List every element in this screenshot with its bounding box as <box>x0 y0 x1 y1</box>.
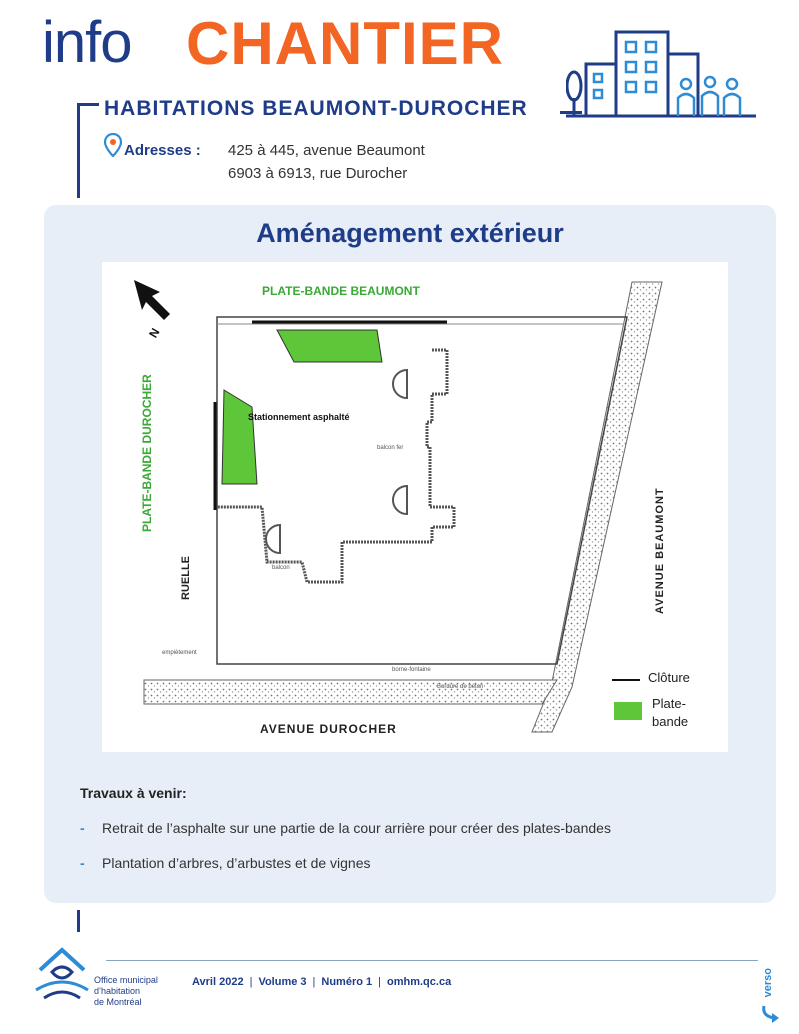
footer-vertical-rule <box>77 910 80 932</box>
org-name <box>94 975 158 1008</box>
label-plate-bande-durocher: PLATE-BANDE DUROCHER <box>140 374 154 532</box>
issue-volume: Volume 3 <box>258 976 307 988</box>
address-label: Adresses : <box>124 142 201 159</box>
logo-chantier-text: CHANTIER <box>186 10 504 77</box>
issue-meta: Avril 2022 | Volume 3 | Numéro 1 | omhm.qc.ca <box>192 976 452 988</box>
website-link[interactable]: omhm.qc.ca <box>387 976 452 988</box>
label-empietement: empiètement <box>162 650 197 656</box>
issue-date: Avril 2022 <box>192 976 244 988</box>
plate-bande-beaumont <box>277 330 382 362</box>
label-ruelle: RUELLE <box>180 556 192 600</box>
footer-divider <box>106 960 758 961</box>
label-bordure: Bordure de béton <box>437 684 484 690</box>
works-item <box>80 855 371 871</box>
legend-plate-bande-label-2: bande <box>652 714 689 729</box>
address-line-1: 425 à 445, avenue Beaumont <box>228 142 425 159</box>
org-name-line: de Montréal <box>94 997 142 1007</box>
turn-page-arrow-icon[interactable] <box>758 1004 780 1024</box>
subtitle-rule-right <box>560 111 582 114</box>
north-arrow-icon <box>134 280 170 320</box>
org-name-line: d’habitation <box>94 986 141 996</box>
label-balcon: balcon <box>272 565 290 571</box>
works-item-text: Retrait de l’asphalte sur une partie de la cour arrière pour créer des plates-bandes <box>102 820 611 836</box>
label-avenue-durocher: AVENUE DUROCHER <box>260 722 397 736</box>
bullet-dash-icon: - <box>80 820 85 836</box>
label-parking: Stationnement asphalté <box>248 412 350 422</box>
header-rule-tick <box>77 103 99 106</box>
label-avenue-beaumont: AVENUE BEAUMONT <box>654 487 666 614</box>
avenue-durocher-sidewalk <box>144 680 557 704</box>
project-subtitle: HABITATIONS BEAUMONT-DUROCHER <box>104 97 528 120</box>
lot-boundary <box>217 317 627 664</box>
works-heading: Travaux à venir: <box>80 785 187 801</box>
bullet-dash-icon: - <box>80 855 85 871</box>
issue-number: Numéro 1 <box>321 976 373 988</box>
buildings-icon <box>566 26 756 121</box>
address-line-2: 6903 à 6913, rue Durocher <box>228 165 408 182</box>
site-plan <box>102 262 728 752</box>
legend-fence-swatch <box>612 679 640 681</box>
verso-label[interactable]: verso <box>762 968 774 998</box>
works-item-text: Plantation d’arbres, d’arbustes et de vignes <box>102 855 371 871</box>
plate-bande-durocher <box>222 390 257 484</box>
north-label: N <box>146 325 163 341</box>
legend-plate-bande-swatch <box>614 702 642 720</box>
legend-plate-bande-label-1: Plate- <box>652 696 686 711</box>
logo-info-text: info <box>42 10 132 75</box>
section-title: Aménagement extérieur <box>256 218 564 248</box>
header-vertical-rule <box>77 103 80 198</box>
location-pin-icon <box>104 133 122 157</box>
label-plate-bande-beaumont: PLATE-BANDE BEAUMONT <box>262 284 420 298</box>
label-borne-fontaine: borne-fontaine <box>392 667 431 673</box>
works-item <box>80 820 611 836</box>
omhm-logo-icon <box>34 944 90 1002</box>
label-balcon-fer: balcon fer <box>377 445 404 451</box>
org-name-line: Office municipal <box>94 975 158 985</box>
legend-fence-label: Clôture <box>648 670 690 685</box>
